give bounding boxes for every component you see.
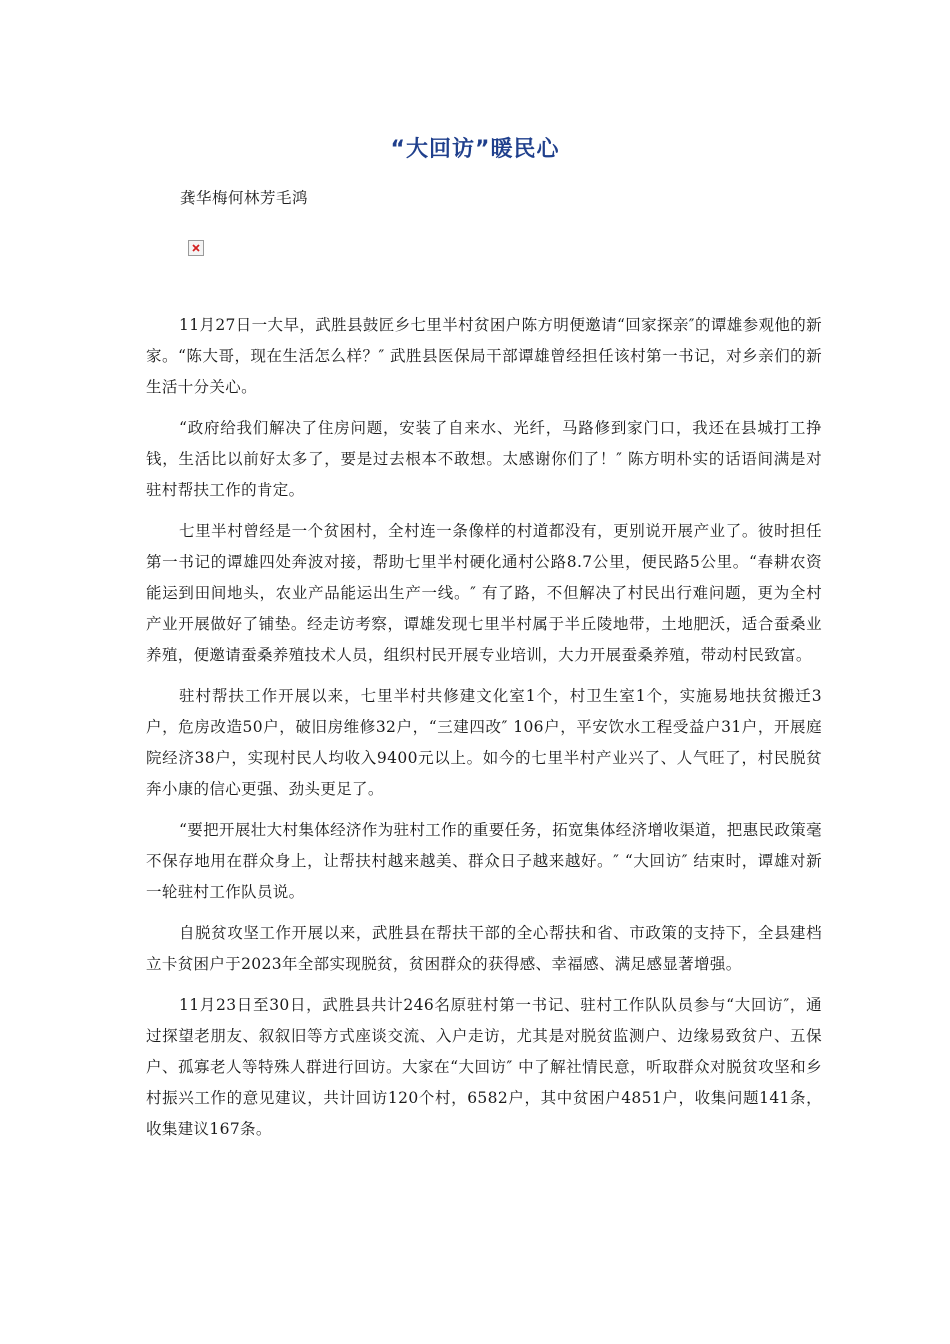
article-title: “大回访”暖民心 xyxy=(390,137,560,162)
paragraph-4: 驻村帮扶工作开展以来，七里半村共修建文化室1个，村卫生室1个，实施易地扶贫搬迁3户，危房改造50户，破旧房维修32户，“三建四改″ 106户，平安饮水工程受益户31户，开展庭院经济38户，实现村民人均收入9400元以上。如今的七里半村产业兴了、人气旺了，村民脱贫奔小康的信心更强、劲头更足了。 xyxy=(146,687,822,798)
paragraph-3: 七里半村曾经是一个贫困村，全村连一条像样的村道都没有，更别说开展产业了。彼时担任第一书记的谭雄四处奔波对接，帮助七里半村硬化通村公路8.7公里，便民路5公里。“春耕农资能运到田间地头，农业产品能运出生产一线。″ 有了路，不但解决了村民出行难问题，更为全村产业开展做好了铺垫。经走访考察，谭雄发现七里半村属于半丘陵地带，土地肥沃，适合蚕桑业养殖，便邀请蚕桑养殖技术人员，组织村民开展专业培训，大力开展蚕桑养殖，带动村民致富。 xyxy=(146,522,822,664)
paragraph-1: 11月27日一大早，武胜县鼓匠乡七里半村贫困户陈方明便邀请“回家探亲″的谭雄参观他的新家。“陈大哥，现在生活怎么样？″ 武胜县医保局干部谭雄曾经担任该村第一书记，对乡亲们的新生活十分关心。 xyxy=(146,316,822,396)
paragraph-7: 11月23日至30日，武胜县共计246名原驻村第一书记、驻村工作队队员参与“大回访″，通过探望老朋友、叙叙旧等方式座谈交流、入户走访，尤其是对脱贫监测户、边缘易致贫户、五保户、孤寡老人等特殊人群进行回访。大家在“大回访″ 中了解社情民意，听取群众对脱贫攻坚和乡村振兴工作的意见建议，共计回访120个村，6582户，其中贫困户4851户，收集问题141条，收集建议167条。 xyxy=(146,996,822,1138)
paragraph-2: “政府给我们解决了住房问题，安装了自来水、光纤，马路修到家门口，我还在县城打工挣钱，生活比以前好太多了，要是过去根本不敢想。太感谢你们了！″ 陈方明朴实的话语间满是对驻村帮扶工作的肯定。 xyxy=(146,419,822,499)
article-body xyxy=(146,310,822,1155)
broken-image-icon xyxy=(188,240,204,256)
article-authors: 龚华梅何林芳毛鸿 xyxy=(180,189,309,207)
paragraph-5: “要把开展壮大村集体经济作为驻村工作的重要任务，拓宽集体经济增收渠道，把惠民政策毫不保存地用在群众身上，让帮扶村越来越美、群众日子越来越好。″ “大回访″ 结束时，谭雄对新一轮驻村工作队员说。 xyxy=(146,821,822,901)
paragraph-6: 自脱贫攻坚工作开展以来，武胜县在帮扶干部的全心帮扶和省、市政策的支持下，全县建档立卡贫困户于2023年全部实现脱贫，贫困群众的获得感、幸福感、满足感显著增强。 xyxy=(146,924,822,973)
